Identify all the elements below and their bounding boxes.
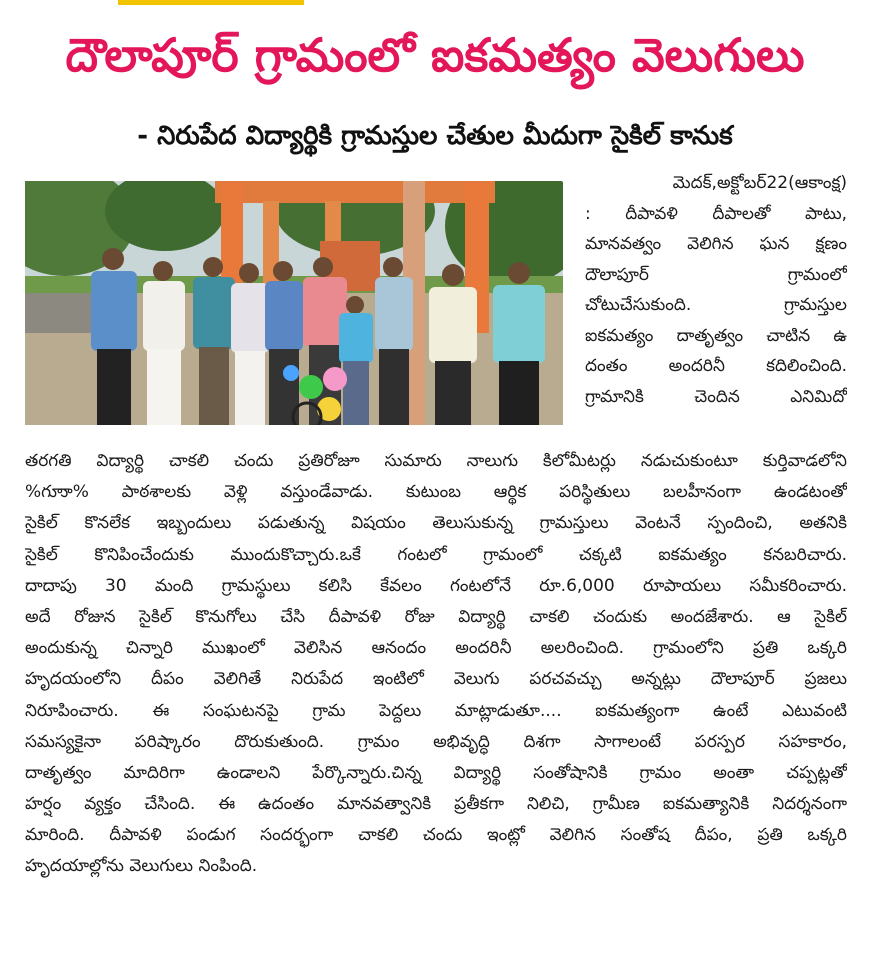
article-body <box>25 446 847 883</box>
body-line: అందుకున్న చిన్నారి ముఖంలో వెలిసిన ఆనందం అందరినీ అలరించింది. గ్రామంలోని ప్రతి ఒక్కరి <box>25 638 847 659</box>
side-line: : దీపావళి దీపాలతో పాటు, <box>585 203 847 224</box>
accent-bar <box>118 0 304 5</box>
body-line: హర్షం వ్యక్తం చేసింది. ఈ ఉదంతం మానవత్వానికి ప్రతీకగా నిలిచి, గ్రామీణ ఐకమత్యానికి నిదర్శనంగా <box>25 794 847 815</box>
body-line: హృదయాల్లోను వెలుగులు నింపింది. <box>25 856 258 877</box>
news-photo <box>25 181 563 425</box>
body-line: సైకిల్ కొనలేక ఇబ్బందులు పడుతున్న విషయం తెలుసుకున్న గ్రామస్తులు వెంటనే స్పందించి, అతనికి <box>25 513 847 534</box>
side-line: దంతం అందరినీ కదిలించింది. <box>585 356 847 376</box>
body-line: నిరూపించారు. ఈ సంఘటనపై గ్రామ పెద్దలు మాట్లాడుతూ.... ఐకమత్యంగా ఉంటే ఎటువంటి <box>25 700 847 721</box>
body-line: తరగతి విద్యార్థి చాకలి చందు ప్రతిరోజూ సుమారు నాలుగు కిలోమీటర్లు నడుచుకుంటూ కుర్తివాడలోని <box>25 451 847 471</box>
side-column <box>585 168 847 412</box>
side-line: ఐకమత్యం దాతృత్వం చాటిన ఉ <box>585 325 847 346</box>
side-line: గ్రామానికి చెందిన ఎనిమిదో <box>585 386 847 407</box>
body-line: %గూుా% పాఠశాలకు వెళ్లి వస్తుండేవాడు. కుటుంబ ఆర్థిక పరిస్థితులు బలహీనంగా ఉండటంతో <box>25 482 847 503</box>
body-line: దాదాపు 30 మంది గ్రామస్థులు కలిసి కేవలం గంటలోనే రూ.6,000 రూపాయలు సమీకరించారు. <box>25 575 847 596</box>
side-line: చోటుచేసుకుంది. గ్రామస్తుల <box>585 295 847 315</box>
body-line: అదే రోజున సైకిల్ కొనుగోలు చేసి దీపావళి రోజు విద్యార్థి చాకలి చందుకు అందజేశారు. ఆ సైకిల్ <box>25 606 847 627</box>
side-line: దౌలాపూర్ గ్రామంలో <box>585 264 847 285</box>
body-line: సమస్యకైనా పరిష్కారం దొరుకుతుంది. గ్రామం అభివృద్ధి దిశగా సాగాలంటే పరస్పర సహకారం, <box>25 731 847 752</box>
dateline: మెదక్,అక్టోబర్22(ఆకాంక్ష) <box>672 173 847 193</box>
body-line: హృదయంలోని దీపం వెలిగితే నిరుపేద ఇంటిలో వెలుగు పరచవచ్చు అన్నట్లు దౌలాపూర్ ప్రజలు <box>25 669 847 690</box>
body-line: దాతృత్వం మాదిరిగా ఉండాలని పేర్కొన్నారు.చిన్న విద్యార్థి సంతోషానికి గ్రామం అంతా చప్పట్లతో <box>25 762 847 783</box>
side-line: మానవత్వం వెలిగిన ఘన క్షణం <box>585 234 847 254</box>
body-line: సైకిల్ కొనిపించేందుకు ముందుకొచ్చారు.ఒకే గంటలో గ్రామంలో చక్కటి ఐకమత్యం కనబరిచారు. <box>25 544 847 565</box>
subheadline: - నిరుపేద విద్యార్థికి గ్రామస్తుల చేతుల మీదుగా సైకిల్ కానుక <box>137 121 733 151</box>
body-line: మారింది. దీపావళి పండుగ సందర్భంగా చాకలి చందు ఇంట్లో వెలిగిన సంతోష దీపం, ప్రతి ఒక్కరి <box>25 825 847 846</box>
headline: దౌలాపూర్ గ్రామంలో ఐకమత్యం వెలుగులు <box>65 28 805 82</box>
